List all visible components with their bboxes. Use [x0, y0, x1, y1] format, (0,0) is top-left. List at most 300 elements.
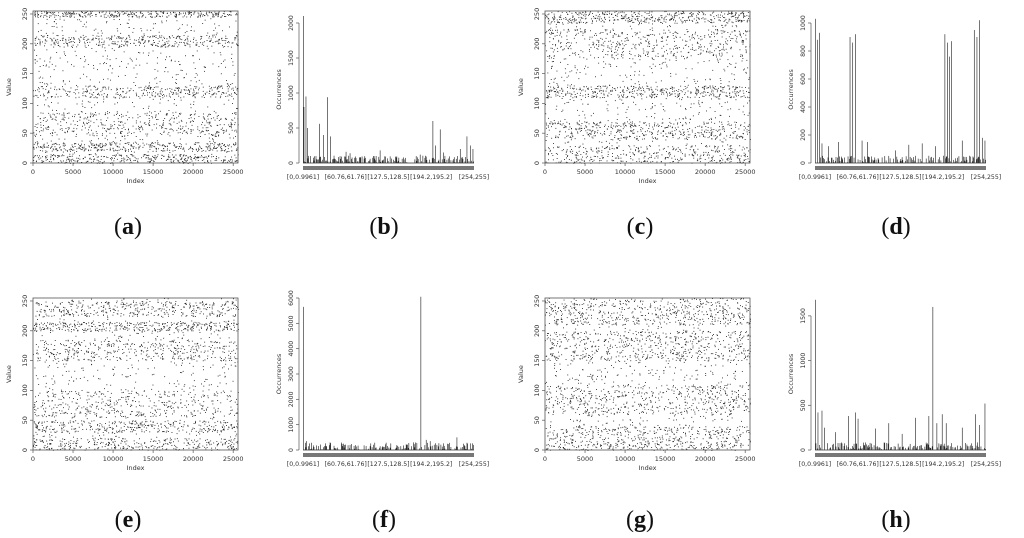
data-point: [701, 46, 702, 47]
data-point: [63, 35, 64, 36]
data-point: [88, 122, 89, 123]
data-point: [149, 122, 150, 123]
data-point: [185, 158, 186, 159]
data-point: [709, 60, 710, 61]
data-point: [673, 161, 674, 162]
data-point: [706, 111, 707, 112]
data-point: [121, 158, 122, 159]
data-point: [202, 151, 203, 152]
histogram-bar: [390, 156, 391, 163]
data-point: [596, 88, 597, 89]
data-point: [172, 45, 173, 46]
data-point: [606, 14, 607, 15]
data-point: [47, 159, 48, 160]
data-point: [565, 73, 566, 74]
data-point: [628, 145, 629, 146]
data-point: [60, 19, 61, 20]
data-point: [212, 90, 213, 91]
data-point: [619, 44, 620, 45]
data-point: [651, 108, 652, 109]
data-point: [65, 39, 66, 40]
data-point: [579, 115, 580, 116]
caption-a: (a): [114, 214, 142, 240]
data-point: [72, 116, 73, 117]
data-point: [232, 161, 233, 162]
data-point: [560, 162, 561, 163]
data-point: [54, 89, 55, 90]
data-point: [607, 108, 608, 109]
data-point: [623, 154, 624, 155]
data-point: [568, 102, 569, 103]
data-point: [710, 53, 711, 54]
data-point: [123, 14, 124, 15]
data-point: [643, 21, 644, 22]
data-point: [227, 38, 228, 39]
data-point: [116, 15, 117, 16]
data-point: [121, 131, 122, 132]
data-point: [57, 155, 58, 156]
data-point: [122, 128, 123, 129]
data-point: [652, 161, 653, 162]
data-point: [214, 144, 215, 145]
data-point: [185, 86, 186, 87]
data-point: [738, 155, 739, 156]
data-point: [161, 134, 162, 135]
data-point: [222, 15, 223, 16]
histogram-bar: [304, 107, 305, 163]
data-point: [237, 88, 238, 89]
data-point: [152, 36, 153, 37]
data-point: [35, 14, 36, 15]
data-point: [165, 146, 166, 147]
data-point: [550, 30, 551, 31]
data-point: [711, 138, 712, 139]
data-point: [207, 147, 208, 148]
data-point: [43, 94, 44, 95]
data-point: [714, 147, 715, 148]
data-point: [207, 160, 208, 161]
data-point: [585, 14, 586, 15]
data-point: [735, 67, 736, 68]
data-point: [731, 16, 732, 17]
data-point: [169, 36, 170, 37]
histogram-bar: [338, 157, 339, 163]
data-point: [207, 15, 208, 16]
data-point: [733, 86, 734, 87]
data-point: [156, 149, 157, 150]
data-point: [48, 145, 49, 146]
data-point: [613, 23, 614, 24]
data-point: [107, 94, 108, 95]
data-point: [62, 155, 63, 156]
data-point: [222, 92, 223, 93]
data-point: [720, 134, 721, 135]
data-point: [114, 16, 115, 17]
data-point: [174, 145, 175, 146]
data-point: [677, 97, 678, 98]
data-point: [723, 87, 724, 88]
data-point: [114, 142, 115, 143]
data-point: [623, 125, 624, 126]
data-point: [115, 97, 116, 98]
data-point: [747, 31, 748, 32]
data-point: [612, 90, 613, 91]
data-point: [213, 15, 214, 16]
data-point: [64, 114, 65, 115]
data-point: [692, 132, 693, 133]
data-point: [102, 144, 103, 145]
data-point: [101, 42, 102, 43]
data-point: [715, 86, 716, 87]
data-point: [227, 86, 228, 87]
data-point: [107, 95, 108, 96]
data-point: [102, 12, 103, 13]
data-point: [153, 99, 154, 100]
data-point: [725, 20, 726, 21]
data-point: [117, 92, 118, 93]
data-point: [724, 70, 725, 71]
data-point: [160, 99, 161, 100]
data-point: [224, 11, 225, 12]
data-point: [191, 117, 192, 118]
data-point: [639, 84, 640, 85]
data-point: [98, 36, 99, 37]
data-point: [202, 42, 203, 43]
data-point: [648, 158, 649, 159]
data-point: [653, 48, 654, 49]
data-point: [114, 155, 115, 156]
data-point: [230, 84, 231, 85]
data-point: [120, 122, 121, 123]
data-point: [654, 113, 655, 114]
data-point: [120, 88, 121, 89]
data-point: [663, 135, 664, 136]
data-point: [631, 28, 632, 29]
data-point: [652, 12, 653, 13]
data-point: [60, 58, 61, 59]
data-point: [744, 20, 745, 21]
data-point: [602, 51, 603, 52]
data-point: [209, 36, 210, 37]
data-point: [136, 94, 137, 95]
data-point: [677, 123, 678, 124]
data-point: [48, 147, 49, 148]
data-point: [716, 55, 717, 56]
data-point: [572, 13, 573, 14]
data-point: [193, 39, 194, 40]
data-point: [669, 14, 670, 15]
data-point: [228, 46, 229, 47]
data-point: [141, 90, 142, 91]
data-point: [160, 103, 161, 104]
data-point: [136, 123, 137, 124]
data-point: [125, 39, 126, 40]
x-category-label: [254,255]: [458, 174, 490, 181]
data-point: [164, 156, 165, 157]
y-tick-label: 100: [21, 97, 29, 110]
data-point: [588, 88, 589, 89]
data-point: [577, 159, 578, 160]
data-point: [65, 117, 66, 118]
data-point: [722, 53, 723, 54]
data-point: [679, 131, 680, 132]
data-point: [234, 131, 235, 132]
data-point: [553, 89, 554, 90]
data-point: [639, 89, 640, 90]
data-point: [58, 45, 59, 46]
data-point: [746, 49, 747, 50]
data-point: [731, 152, 732, 153]
data-point: [196, 44, 197, 45]
data-point: [711, 32, 712, 33]
data-point: [731, 97, 732, 98]
data-point: [201, 124, 202, 125]
data-point: [608, 154, 609, 155]
data-point: [231, 96, 232, 97]
data-point: [683, 56, 684, 57]
data-point: [39, 88, 40, 89]
data-point: [741, 37, 742, 38]
data-point: [144, 34, 145, 35]
data-point: [236, 149, 237, 150]
data-point: [607, 129, 608, 130]
data-point: [185, 12, 186, 13]
data-point: [644, 135, 645, 136]
data-point: [160, 96, 161, 97]
data-point: [81, 144, 82, 145]
data-point: [173, 37, 174, 38]
data-point: [729, 149, 730, 150]
data-point: [597, 93, 598, 94]
data-point: [91, 94, 92, 95]
data-point: [621, 138, 622, 139]
data-point: [106, 12, 107, 13]
data-point: [221, 16, 222, 17]
data-point: [220, 124, 221, 125]
y-tick-label: 200: [21, 37, 29, 50]
data-point: [73, 41, 74, 42]
data-point: [685, 108, 686, 109]
histogram-bar: [346, 152, 347, 163]
data-point: [719, 19, 720, 20]
data-point: [202, 44, 203, 45]
data-point: [136, 59, 137, 60]
histogram-bar: [391, 159, 392, 163]
data-point: [736, 92, 737, 93]
data-point: [40, 66, 41, 67]
data-point: [676, 90, 677, 91]
data-point: [222, 143, 223, 144]
data-point: [724, 32, 725, 33]
data-point: [192, 125, 193, 126]
data-point: [658, 53, 659, 54]
data-point: [710, 107, 711, 108]
data-point: [175, 16, 176, 17]
data-point: [103, 44, 104, 45]
data-point: [200, 157, 201, 158]
data-point: [692, 146, 693, 147]
data-point: [601, 142, 602, 143]
data-point: [731, 12, 732, 13]
data-point: [588, 89, 589, 90]
data-point: [686, 123, 687, 124]
data-point: [84, 61, 85, 62]
data-point: [671, 51, 672, 52]
data-point: [620, 99, 621, 100]
data-point: [663, 131, 664, 132]
data-point: [679, 47, 680, 48]
data-point: [576, 42, 577, 43]
data-point: [673, 54, 674, 55]
data-point: [666, 151, 667, 152]
data-point: [200, 39, 201, 40]
data-point: [116, 155, 117, 156]
histogram-bar: [355, 157, 356, 163]
data-point: [652, 51, 653, 52]
data-point: [740, 49, 741, 50]
data-point: [224, 124, 225, 125]
histogram-bar: [461, 158, 462, 163]
data-point: [127, 156, 128, 157]
data-point: [40, 82, 41, 83]
data-point: [736, 138, 737, 139]
data-point: [225, 118, 226, 119]
data-point: [730, 125, 731, 126]
data-point: [680, 20, 681, 21]
data-point: [633, 130, 634, 131]
data-point: [604, 97, 605, 98]
x-tick-label: 10000: [102, 168, 124, 176]
data-point: [627, 34, 628, 35]
data-point: [728, 21, 729, 22]
data-point: [136, 136, 137, 137]
data-point: [213, 135, 214, 136]
data-point: [558, 122, 559, 123]
data-point: [742, 137, 743, 138]
data-point: [56, 148, 57, 149]
data-point: [180, 64, 181, 65]
data-point: [43, 113, 44, 114]
data-point: [100, 143, 101, 144]
data-point: [52, 119, 53, 120]
data-point: [132, 14, 133, 15]
data-point: [656, 139, 657, 140]
data-point: [196, 45, 197, 46]
data-point: [661, 133, 662, 134]
data-point: [688, 52, 689, 53]
data-point: [631, 11, 632, 12]
data-point: [649, 13, 650, 14]
data-point: [217, 13, 218, 14]
data-point: [743, 17, 744, 18]
data-point: [645, 131, 646, 132]
data-point: [191, 157, 192, 158]
data-point: [111, 89, 112, 90]
data-point: [42, 139, 43, 140]
data-point: [583, 135, 584, 136]
data-point: [169, 120, 170, 121]
data-point: [37, 155, 38, 156]
data-point: [44, 12, 45, 13]
data-point: [70, 151, 71, 152]
data-point: [585, 91, 586, 92]
data-point: [97, 36, 98, 37]
data-point: [722, 160, 723, 161]
data-point: [94, 86, 95, 87]
data-point: [46, 121, 47, 122]
data-point: [236, 150, 237, 151]
data-point: [160, 133, 161, 134]
data-point: [114, 104, 115, 105]
data-point: [118, 47, 119, 48]
data-point: [209, 41, 210, 42]
data-point: [665, 140, 666, 141]
data-point: [740, 158, 741, 159]
histogram-bar: [307, 128, 308, 163]
data-point: [642, 133, 643, 134]
data-point: [620, 126, 621, 127]
data-point: [730, 156, 731, 157]
data-point: [218, 43, 219, 44]
data-point: [724, 69, 725, 70]
data-point: [86, 22, 87, 23]
data-point: [549, 148, 550, 149]
data-point: [560, 121, 561, 122]
data-point: [93, 35, 94, 36]
data-point: [551, 121, 552, 122]
data-point: [44, 36, 45, 37]
data-point: [46, 86, 47, 87]
data-point: [667, 89, 668, 90]
data-point: [140, 131, 141, 132]
data-point: [649, 90, 650, 91]
data-point: [213, 36, 214, 37]
histogram-bar: [376, 156, 377, 163]
data-point: [685, 86, 686, 87]
data-point: [124, 159, 125, 160]
data-point: [640, 56, 641, 57]
data-point: [237, 108, 238, 109]
data-point: [111, 128, 112, 129]
data-point: [720, 78, 721, 79]
data-point: [217, 116, 218, 117]
data-point: [651, 87, 652, 88]
data-point: [612, 91, 613, 92]
data-point: [698, 62, 699, 63]
data-point: [194, 31, 195, 32]
data-point: [176, 14, 177, 15]
data-point: [167, 13, 168, 14]
data-point: [123, 97, 124, 98]
data-point: [725, 162, 726, 163]
data-point: [38, 157, 39, 158]
data-point: [589, 160, 590, 161]
data-point: [591, 159, 592, 160]
data-point: [168, 156, 169, 157]
data-point: [104, 93, 105, 94]
data-point: [667, 94, 668, 95]
data-point: [184, 151, 185, 152]
data-point: [89, 86, 90, 87]
data-point: [160, 93, 161, 94]
data-point: [144, 145, 145, 146]
data-point: [571, 149, 572, 150]
data-point: [173, 92, 174, 93]
data-point: [608, 104, 609, 105]
data-point: [609, 64, 610, 65]
data-point: [671, 158, 672, 159]
data-point: [114, 35, 115, 36]
